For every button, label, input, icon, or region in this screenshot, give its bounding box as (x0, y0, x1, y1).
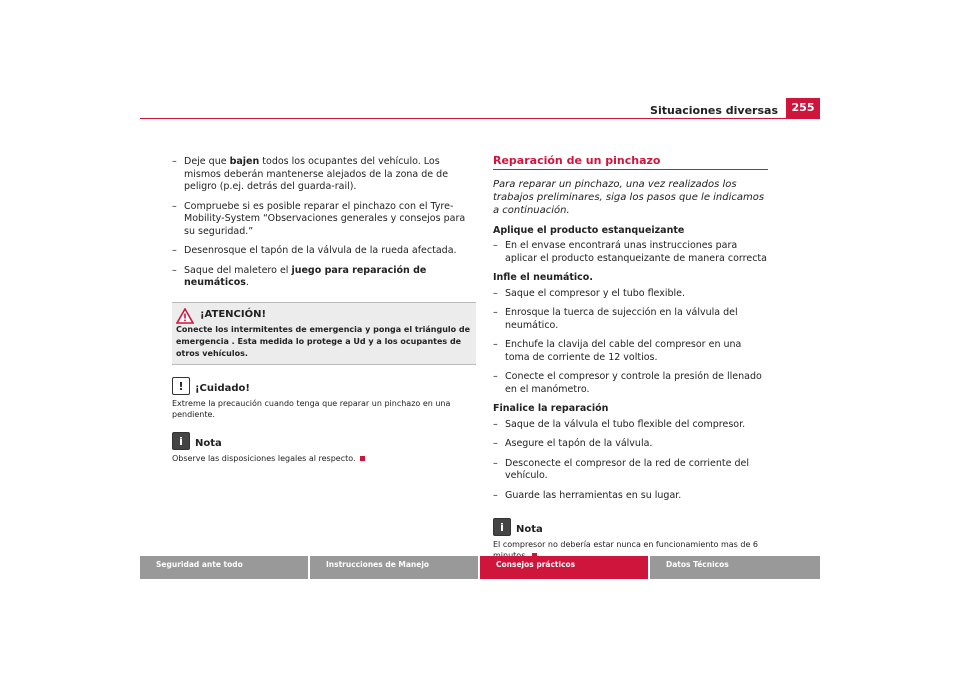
exclamation-icon: ! (172, 377, 190, 395)
subsection-title: Infle el neumático. (493, 272, 593, 283)
note-icon: i (493, 518, 511, 536)
header-title: Situaciones diversas (650, 104, 778, 117)
note-heading (493, 518, 768, 536)
list-item: – Enrosque la tuerca de sujección en la válvula del neumático. (493, 307, 738, 331)
warning-triangle-icon (176, 308, 194, 329)
list-item: – Saque del maletero el juego para reparación de neumáticos. (172, 264, 427, 288)
left-column (172, 156, 472, 464)
list-item: – Deje que bajen todos los ocupantes del vehículo. Los mismos deberán mantenerse alejados de la zona de de peligro (p.ej. detrás del guarda-rail). (172, 156, 449, 192)
footer-tab-seguridad[interactable]: Seguridad ante todo (140, 556, 308, 579)
warning-title: ¡ATENCIÓN! (200, 308, 267, 320)
note-title: Nota (516, 523, 543, 535)
warning-box (172, 302, 476, 366)
note-text: El compresor no debería estar nunca en funcionamiento mas de 6 (493, 539, 768, 561)
header-rule (140, 118, 820, 119)
list-item: – Enchufe la clavija del cable del compresor en una toma de corriente de 12 voltios. (493, 339, 742, 363)
list-item: – Compruebe si es posible reparar el pinchazo con el Tyre-Mobility-System “Observaciones generales y consejos para su seguridad.” (172, 200, 466, 237)
footer-tab-instrucciones[interactable]: Instrucciones de Manejo (310, 556, 478, 579)
section-intro: Para reparar un pinchazo, una vez realizados los trabajos preliminares, siga los pasos que le indicamos a continuación. (493, 178, 765, 216)
caution-text: Extreme la precaución cuando tenga que reparar un pinchazo en una pendiente. (172, 399, 451, 419)
section-title: Reparación de un pinchazo (493, 155, 768, 170)
warning-text: Conecte los intermitentes de emergencia y ponga el triángulo de emergencia . Esta medida lo protege a Ud y a los ocupantes de otros vehículos. (176, 325, 471, 358)
subsection-title: Finalice la reparación (493, 403, 609, 414)
footer-tab-consejos[interactable]: Consejos prácticos (480, 556, 648, 579)
list-item: – Asegure el tapón de la válvula. (493, 438, 653, 449)
end-mark-icon (360, 456, 365, 461)
right-column (493, 155, 768, 561)
note-icon: i (172, 432, 190, 450)
note-text: Observe las disposiciones legales al respecto. (172, 453, 472, 464)
list-item: – Guarde las herramientas en su lugar. (493, 489, 682, 501)
list-item: – En el envase encontrará unas instrucciones para aplicar el producto estanqueizante de manera correcta (493, 240, 767, 264)
note-heading (172, 432, 472, 450)
footer-tab-datos[interactable]: Datos Técnicos (650, 556, 820, 579)
page-number: 255 (786, 98, 820, 118)
list-item: – Saque el compresor y el tubo flexible. (493, 287, 686, 299)
list-item: – Desenrosque el tapón de la válvula de la rueda afectada. (172, 245, 457, 256)
list-item: – Desconecte el compresor de la red de corriente del vehículo. (493, 457, 750, 481)
subsection-title: Aplique el producto estanqueizante (493, 224, 685, 236)
list-item: – Conecte el compresor y controle la presión de llenado en el manómetro. (493, 371, 762, 395)
note-title: Nota (195, 437, 222, 449)
caution-heading (172, 377, 472, 395)
list-item: – Saque de la válvula el tubo flexible del compresor. (493, 418, 746, 430)
caution-title: ¡Cuidado! (195, 382, 250, 394)
